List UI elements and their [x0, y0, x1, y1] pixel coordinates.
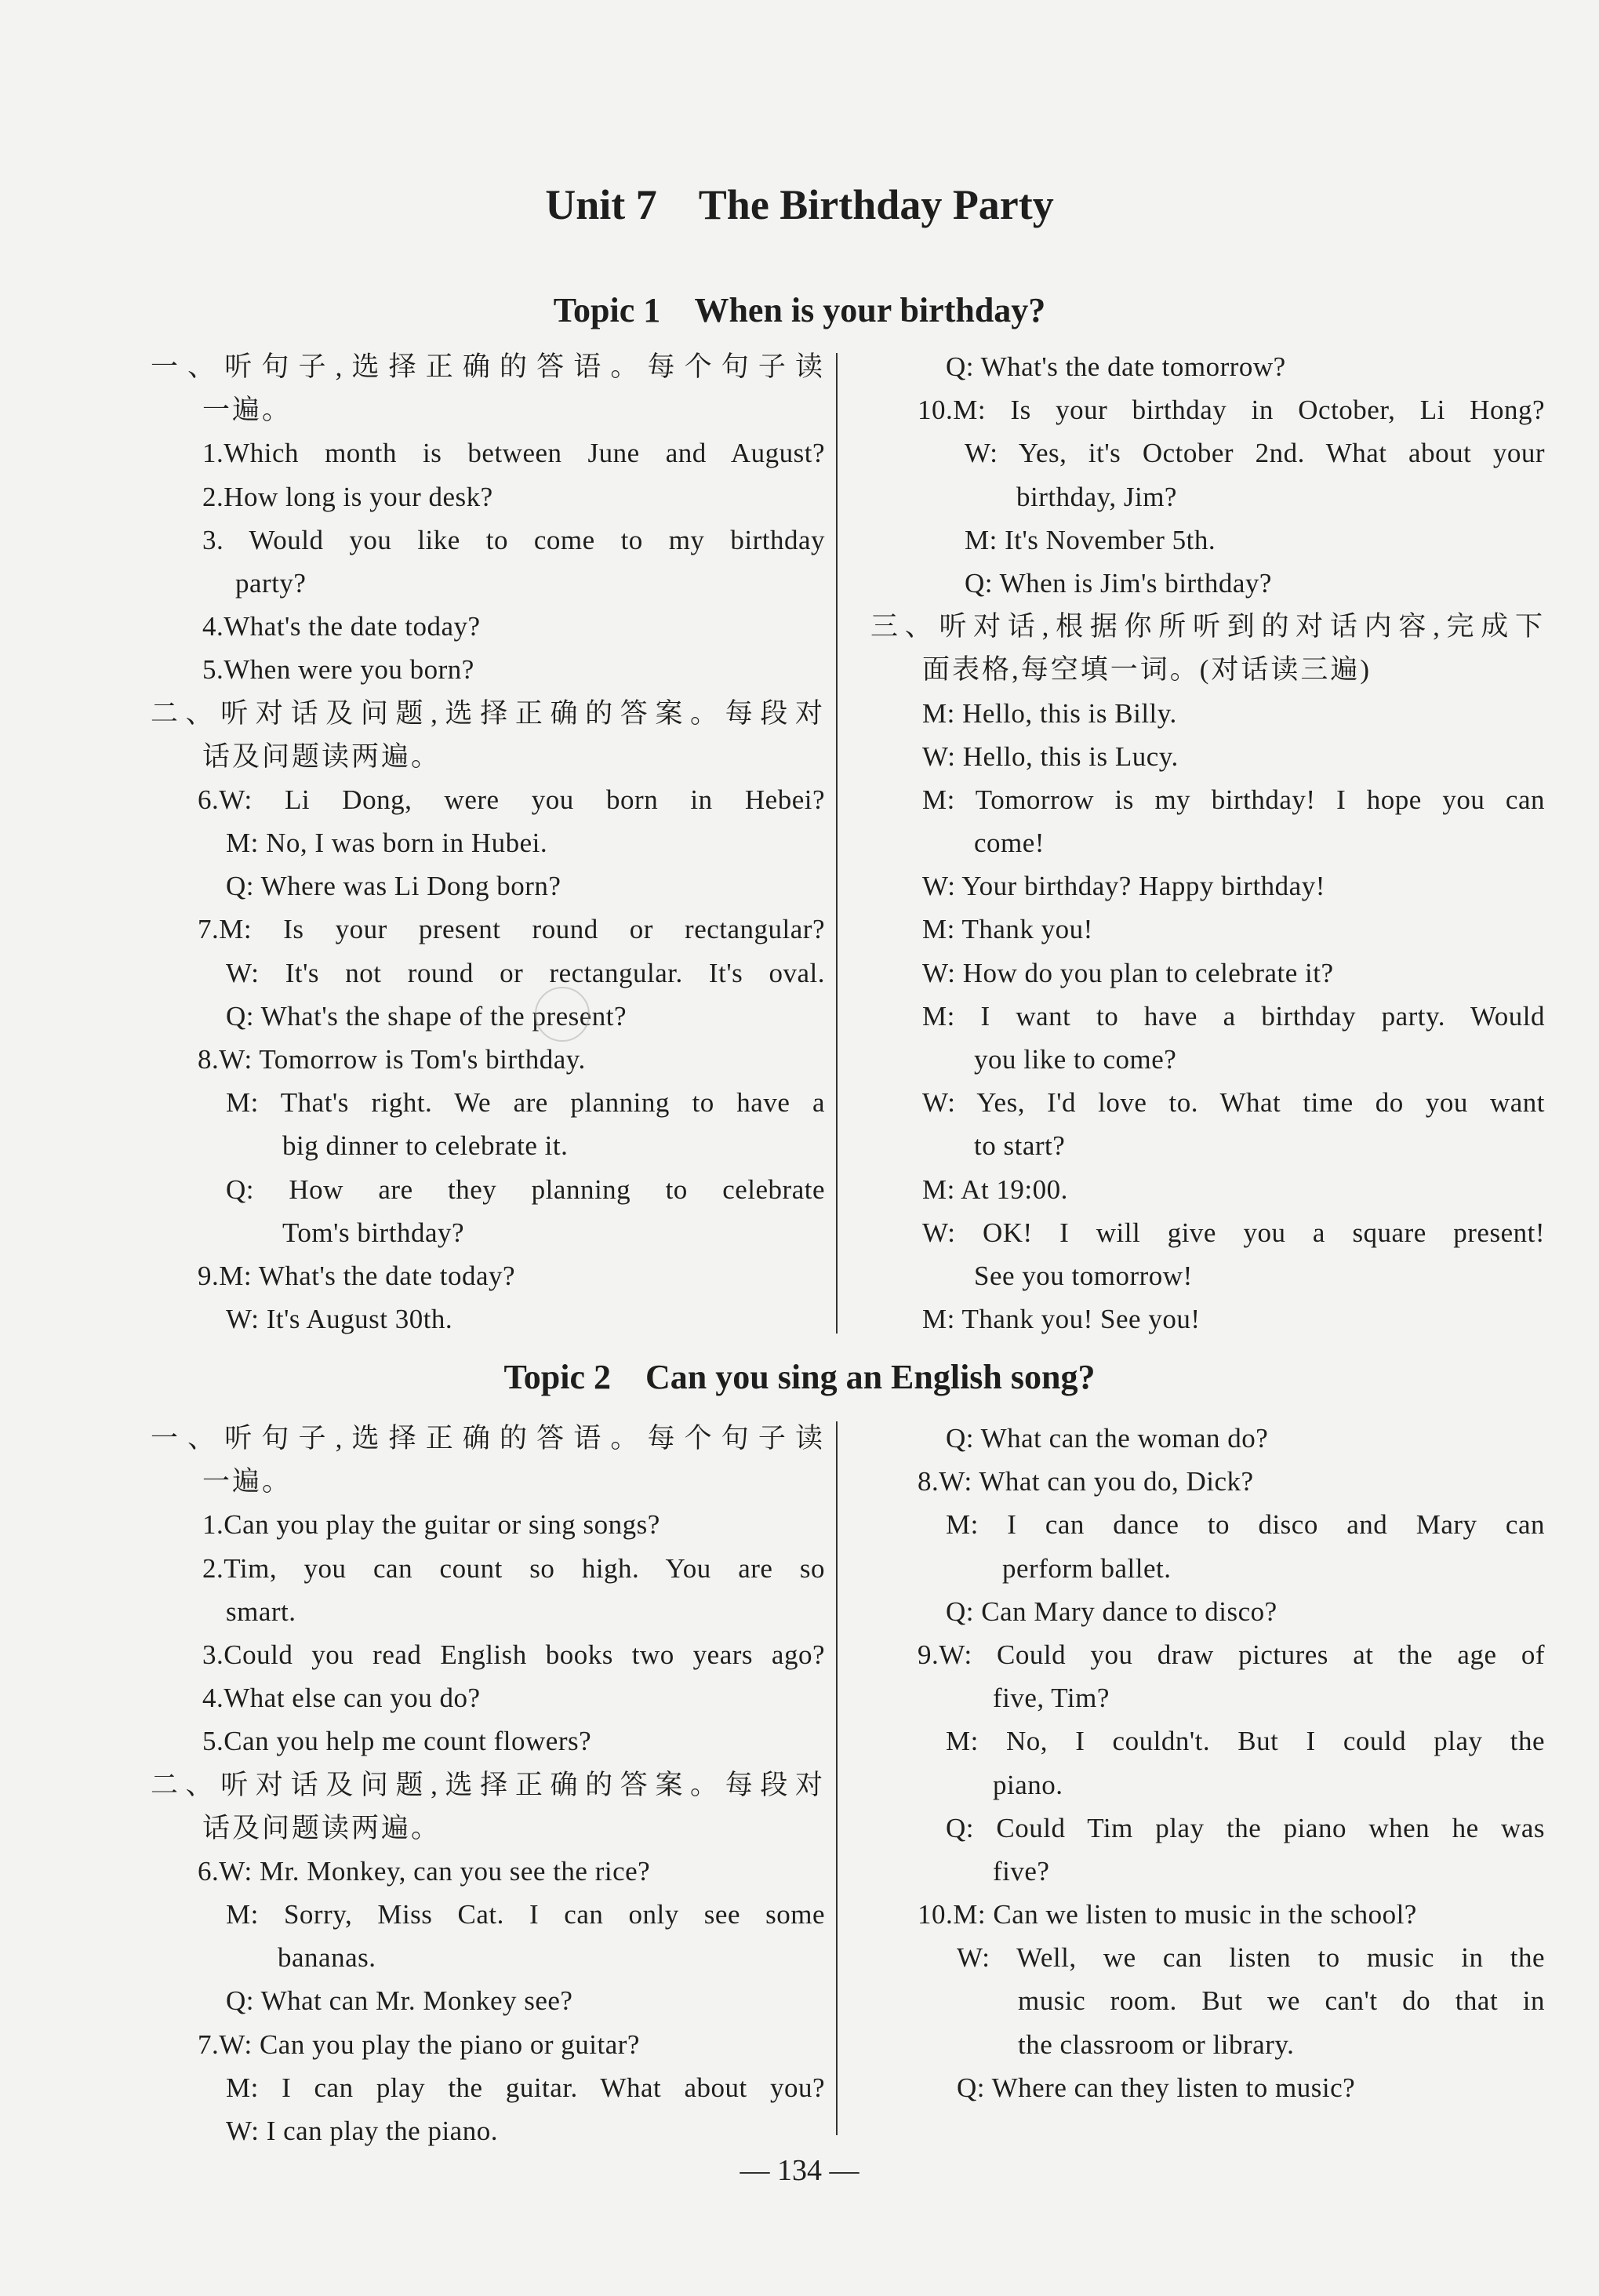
text-line: Q: What can Mr. Monkey see?	[226, 1985, 573, 2017]
column-divider	[836, 1421, 838, 2135]
watermark-stamp	[535, 987, 590, 1042]
unit-title: Unit 7 The Birthday Party	[545, 181, 1054, 228]
text-line: M: Hello, this is Billy.	[922, 697, 1177, 729]
text-line: M: No, I was born in Hubei.	[226, 828, 548, 859]
text-line: M: At 19:00.	[922, 1173, 1068, 1205]
text-line: 一、听句子,选择正确的答语。每个句子读	[151, 351, 825, 382]
text-line: Q: Where was Li Dong born?	[226, 871, 561, 902]
text-line: 3. Would you like to come to my birthday	[202, 524, 825, 555]
page-number: — 134 —	[740, 2154, 859, 2187]
text-line: Q: Where can they listen to music?	[957, 2072, 1356, 2103]
topic-1-left-column	[151, 345, 825, 1341]
text-line: M: That's right. We are planning to have a	[226, 1087, 825, 1119]
text-line: 7.W: Can you play the piano or guitar?	[198, 2029, 640, 2060]
text-line: 5.When were you born?	[202, 654, 474, 686]
text-line: 9.W: Could you draw pictures at the age of	[918, 1639, 1545, 1670]
text-line: W: Your birthday? Happy birthday!	[922, 871, 1325, 902]
text-line: smart.	[226, 1596, 296, 1627]
text-line: 7.M: Is your present round or rectangular?	[198, 914, 825, 945]
text-line: five?	[993, 1855, 1050, 1887]
text-line: M: Thank you!	[922, 914, 1093, 945]
text-line: come!	[974, 828, 1045, 859]
text-line: W: It's August 30th.	[226, 1304, 453, 1335]
text-line: 4.What else can you do?	[202, 1683, 481, 1714]
text-line: 1.Can you play the guitar or sing songs?	[202, 1509, 660, 1541]
text-line: W: OK! I will give you a square present!	[922, 1217, 1545, 1248]
text-line: M: Thank you! See you!	[922, 1304, 1201, 1335]
text-line: W: Hello, this is Lucy.	[922, 740, 1179, 772]
text-line: 2.How long is your desk?	[202, 481, 493, 512]
text-line: the classroom or library.	[1018, 2029, 1295, 2060]
text-line: Q: Can Mary dance to disco?	[946, 1596, 1277, 1627]
text-line: big dinner to celebrate it.	[282, 1130, 569, 1162]
text-line: 5.Can you help me count flowers?	[202, 1726, 592, 1757]
text-line: music room. But we can't do that in	[1018, 1985, 1545, 2017]
text-line: M: I can dance to disco and Mary can	[946, 1509, 1545, 1541]
topic-2-title: Topic 2 Can you sing an English song?	[503, 1358, 1096, 1396]
text-line: Tom's birthday?	[282, 1217, 465, 1248]
text-line: 8.W: Tomorrow is Tom's birthday.	[198, 1044, 586, 1075]
text-line: M: I can play the guitar. What about you?	[226, 2072, 825, 2103]
text-line: M: I want to have a birthday party. Would	[922, 1000, 1545, 1032]
topic-1-title: Topic 1 When is your birthday?	[553, 291, 1046, 329]
text-line: W: I can play the piano.	[226, 2116, 498, 2146]
topic-2-right-column	[870, 1417, 1545, 2109]
text-line: 一遍。	[202, 395, 293, 426]
text-line: 话及问题读两遍。	[202, 740, 442, 772]
text-line: 10.M: Is your birthday in October, Li Hong?	[918, 395, 1545, 426]
text-line: 一、听句子,选择正确的答语。每个句子读	[151, 1423, 825, 1454]
text-line: M: It's November 5th.	[965, 524, 1216, 555]
text-line: 1.Which month is between June and August?	[202, 438, 825, 469]
text-line: Q: What's the shape of the present?	[226, 1000, 627, 1032]
text-line: Q: What's the date tomorrow?	[946, 351, 1286, 382]
text-line: five, Tim?	[993, 1683, 1110, 1714]
text-line: piano.	[993, 1769, 1063, 1800]
text-line: W: How do you plan to celebrate it?	[922, 957, 1334, 988]
text-line: 面表格,每空填一词。(对话读三遍)	[922, 654, 1372, 686]
text-line: birthday, Jim?	[1016, 481, 1177, 512]
text-line: 9.M: What's the date today?	[198, 1260, 516, 1291]
text-line: 6.W: Mr. Monkey, can you see the rice?	[198, 1855, 651, 1887]
topic-2-left-column	[151, 1417, 825, 2152]
topic-1-right-column	[870, 345, 1545, 1341]
text-line: 2.Tim, you can count so high. You are so	[202, 1552, 825, 1584]
text-line: 6.W: Li Dong, were you born in Hebei?	[198, 784, 825, 815]
text-line: M: Tomorrow is my birthday! I hope you can	[922, 784, 1545, 815]
text-line: 三、听对话,根据你所听到的对话内容,完成下	[870, 611, 1545, 642]
text-line: Q: When is Jim's birthday?	[965, 567, 1272, 599]
text-line: to start?	[974, 1130, 1066, 1162]
text-line: 10.M: Can we listen to music in the school?	[918, 1899, 1417, 1930]
text-line: 话及问题读两遍。	[202, 1812, 442, 1843]
text-line: 二、听对话及问题,选择正确的答案。每段对	[151, 697, 825, 729]
text-line: you like to come?	[974, 1044, 1177, 1075]
text-line: 4.What's the date today?	[202, 611, 481, 642]
text-line: 一遍。	[202, 1466, 293, 1497]
text-line: W: Yes, I'd love to. What time do you want	[922, 1087, 1545, 1119]
text-line: W: Well, we can listen to music in the	[957, 1942, 1545, 1974]
text-line: See you tomorrow!	[974, 1260, 1193, 1291]
text-line: 3.Could you read English books two years ago?	[202, 1639, 825, 1670]
text-line: W: It's not round or rectangular. It's oval.	[226, 957, 825, 988]
text-line: Q: How are they planning to celebrate	[226, 1173, 825, 1205]
text-line: Q: Could Tim play the piano when he was	[946, 1812, 1545, 1843]
text-line: 8.W: What can you do, Dick?	[918, 1466, 1254, 1497]
column-divider	[836, 353, 838, 1334]
text-line: Q: What can the woman do?	[946, 1423, 1269, 1454]
text-line: perform ballet.	[1002, 1552, 1172, 1584]
text-line: M: No, I couldn't. But I could play the	[946, 1726, 1545, 1757]
text-line: bananas.	[278, 1942, 376, 1974]
text-line: W: Yes, it's October 2nd. What about your	[965, 438, 1545, 469]
text-line: M: Sorry, Miss Cat. I can only see some	[226, 1899, 825, 1930]
text-line: party?	[235, 567, 307, 599]
text-line: 二、听对话及问题,选择正确的答案。每段对	[151, 1769, 825, 1800]
